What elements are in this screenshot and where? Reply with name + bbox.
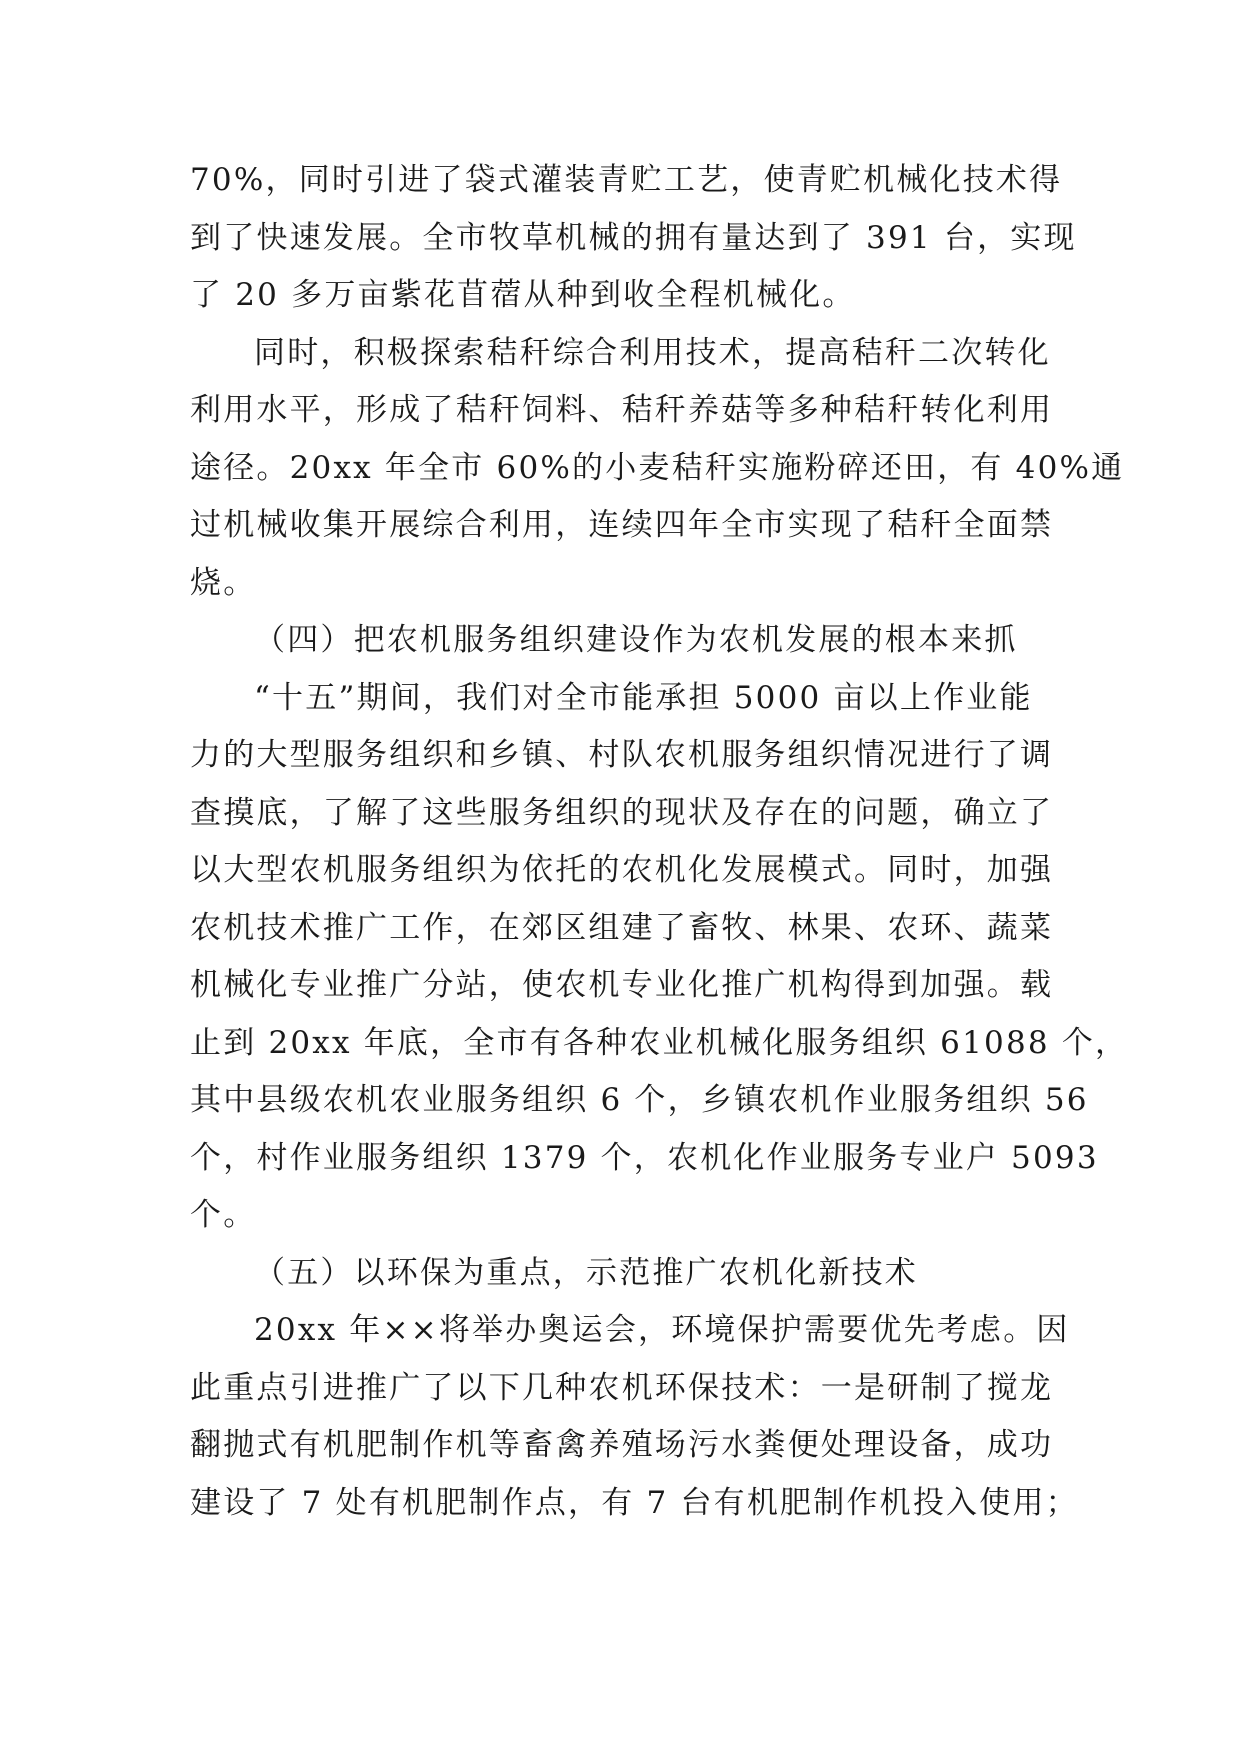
paragraph-first-line: 20xx 年××将举办奥运会，环境保护需要优先考虑。因 (254, 1312, 1070, 1348)
body-line: 查摸底，了解了这些服务组织的现状及存在的问题，确立了 (190, 794, 1054, 831)
body-line: 了 20 多万亩紫花苜蓿从种到收全程机械化。 (190, 277, 856, 313)
paragraph-first-line: 同时，积极探索秸秆综合利用技术，提高秸秆二次转化 (254, 334, 1051, 371)
body-line: 以大型农机服务组织为依托的农机化发展模式。同时，加强 (190, 852, 1054, 888)
paragraph-first-line: “十五”期间，我们对全市能承担 5000 亩以上作业能 (254, 679, 1033, 716)
section-heading: （四）把农机服务组织建设作为农机发展的根本来抓 (254, 622, 1018, 658)
body-line: 翻抛式有机肥制作机等畜禽养殖场污水粪便处理设备，成功 (190, 1427, 1054, 1463)
body-line: 途径。20xx 年全市 60%的小麦秸秆实施粉碎还田，有 40%通 (190, 449, 1125, 486)
body-line: 止到 20xx 年底，全市有各种农业机械化服务组织 61088 个， (190, 1024, 1129, 1061)
body-line: 个。 (190, 1197, 257, 1233)
body-line: 烧。 (190, 564, 257, 601)
body-line: 农机技术推广工作，在郊区组建了畜牧、林果、农环、蔬菜 (190, 909, 1054, 946)
body-line: 到了快速发展。全市牧草机械的拥有量达到了 391 台，实现 (190, 219, 1077, 256)
document-body (190, 152, 1129, 1532)
section-heading: （五）以环保为重点，示范推广农机化新技术 (254, 1254, 918, 1291)
body-line: 其中县级农机农业服务组织 6 个，乡镇农机作业服务组织 56 (190, 1082, 1089, 1118)
body-line: 个，村作业服务组织 1379 个，农机化作业服务专业户 5093 (190, 1139, 1099, 1176)
body-line: 建设了 7 处有机肥制作点，有 7 台有机肥制作机投入使用； (190, 1484, 1079, 1521)
body-line: 此重点引进推广了以下几种农机环保技术：一是研制了搅龙 (190, 1369, 1054, 1406)
body-line: 利用水平，形成了秸秆饲料、秸秆养菇等多种秸秆转化利用 (190, 392, 1054, 428)
body-line: 力的大型服务组织和乡镇、村队农机服务组织情况进行了调 (190, 737, 1054, 773)
body-line: 过机械收集开展综合利用，连续四年全市实现了秸秆全面禁 (190, 507, 1054, 543)
body-line: 机械化专业推广分站，使农机专业化推广机构得到加强。载 (190, 967, 1054, 1003)
body-line: 70%，同时引进了袋式灌装青贮工艺，使青贮机械化技术得 (190, 162, 1063, 198)
